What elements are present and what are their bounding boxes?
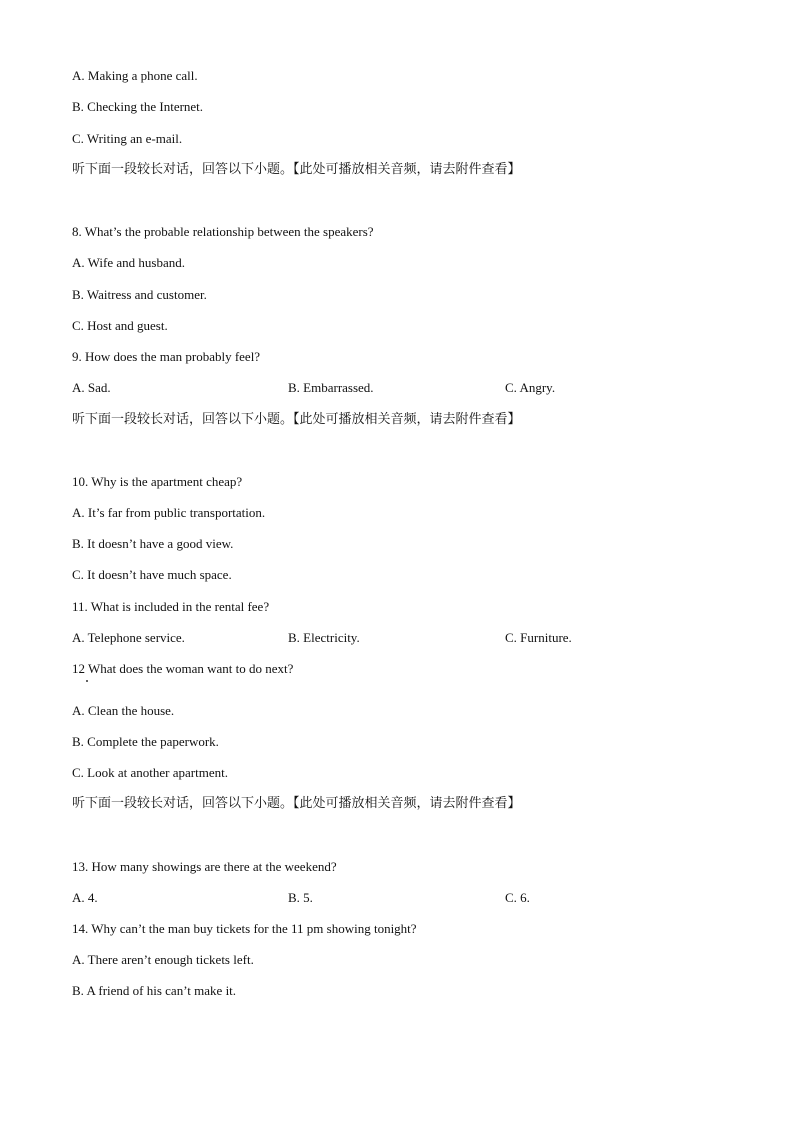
listening-instruction: 听下面一段较长对话，回答以下小题。【此处可播放相关音频，请去附件查看】 [72,162,521,177]
q9-option-c: C. Angry. [505,380,556,395]
q7-option-c: C. Writing an e-mail. [72,131,183,146]
q12-option-b: B. Complete the paperwork. [72,734,219,749]
q9-option-a: A. Sad. [72,380,111,395]
question-8: 8. What’s the probable relationship between the speakers? [72,224,374,239]
q14-option-a: A. There aren’t enough tickets left. [72,952,254,967]
question-14: 14. Why can’t the man buy tickets for the 11 pm showing tonight? [72,921,417,936]
q14-option-b: B. A friend of his can’t make it. [72,983,237,998]
stray-dot [86,680,88,682]
q8-option-b: B. Waitress and customer. [72,287,207,302]
q8-option-a: A. Wife and husband. [72,255,185,270]
q9-option-b: B. Embarrassed. [288,380,374,395]
q11-option-a: A. Telephone service. [72,630,185,645]
q13-option-c: C. 6. [505,890,530,905]
q13-option-a: A. 4. [72,890,98,905]
question-11: 11. What is included in the rental fee? [72,599,270,614]
listening-instruction: 听下面一段较长对话，回答以下小题。【此处可播放相关音频，请去附件查看】 [72,412,521,427]
q13-option-b: B. 5. [288,890,313,905]
q11-option-c: C. Furniture. [505,630,572,645]
q11-option-b: B. Electricity. [288,630,360,645]
q7-option-b: B. Checking the Internet. [72,99,204,114]
q7-option-a: A. Making a phone call. [72,68,198,83]
question-9: 9. How does the man probably feel? [72,349,261,364]
listening-instruction: 听下面一段较长对话，回答以下小题。【此处可播放相关音频，请去附件查看】 [72,796,521,811]
q10-option-c: C. It doesn’t have much space. [72,567,232,582]
q12-option-c: C. Look at another apartment. [72,765,228,780]
q8-option-c: C. Host and guest. [72,318,168,333]
q10-option-a: A. It’s far from public transportation. [72,505,266,520]
question-12: 12 What does the woman want to do next? [72,661,294,676]
q10-option-b: B. It doesn’t have a good view. [72,536,234,551]
question-13: 13. How many showings are there at the weekend? [72,859,337,874]
question-10: 10. Why is the apartment cheap? [72,474,243,489]
q12-option-a: A. Clean the house. [72,703,175,718]
